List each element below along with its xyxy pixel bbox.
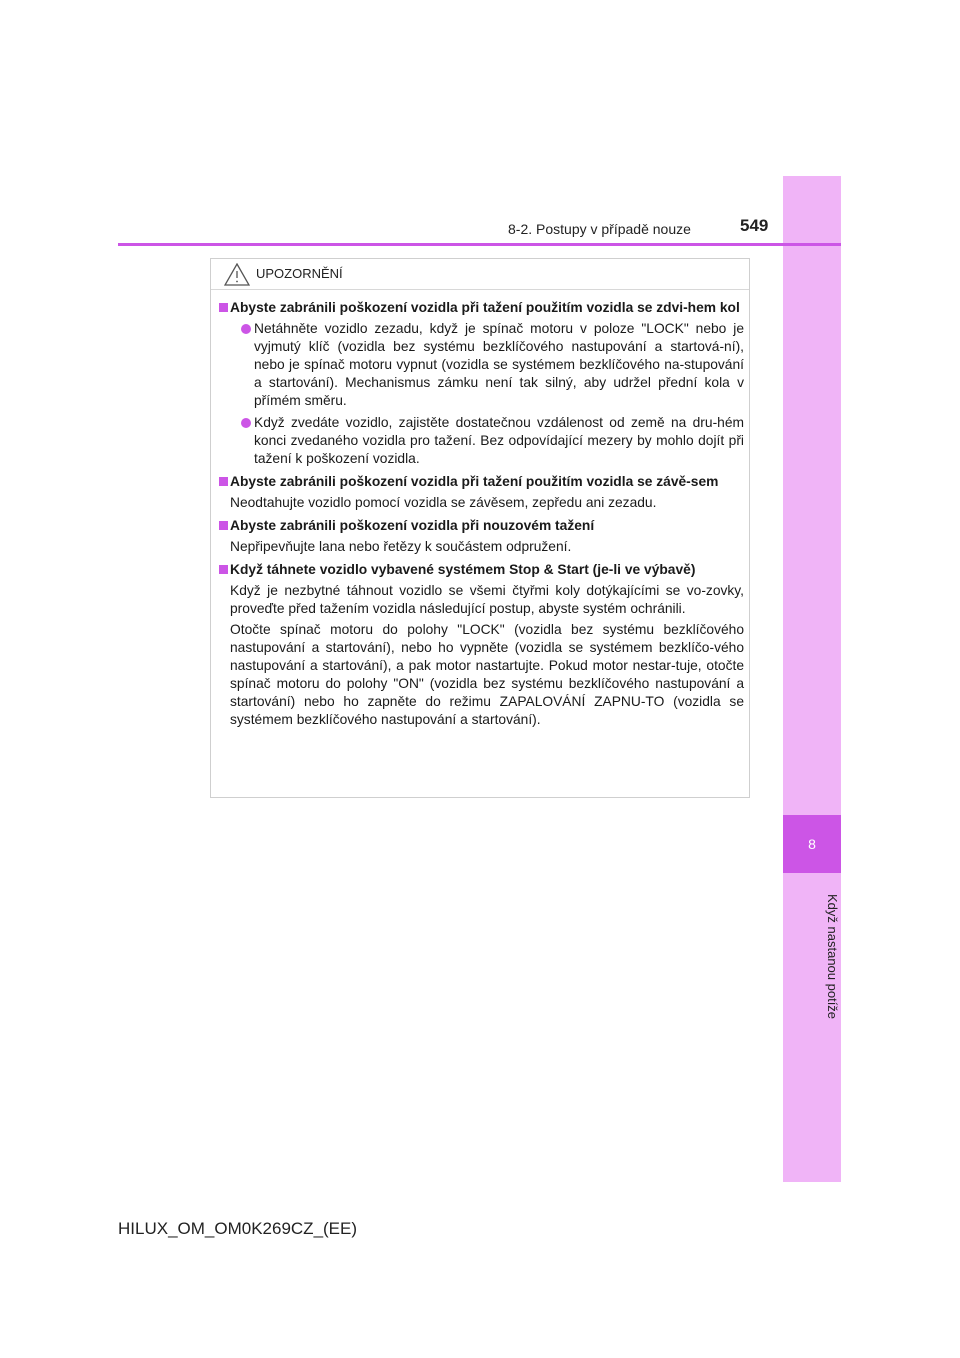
circle-bullet-icon <box>241 418 251 428</box>
warning-title: UPOZORNĚNÍ <box>256 266 343 281</box>
warning-box <box>210 258 750 798</box>
square-bullet-icon <box>219 565 228 574</box>
bullet-text: Když zvedáte vozidlo, zajistěte dostatečnou vzdálenost od země na dru-hém konci zvedaného vozidla pro tažení. Bez odpovídající mezery by mohlo dojít při tažení k poškození vozidla. <box>254 415 744 466</box>
square-bullet-icon <box>219 521 228 530</box>
item-heading: Abyste zabránili poškození vozidla při tažení použitím vozidla se závě-sem <box>230 474 719 489</box>
document-code: HILUX_OM_OM0K269CZ_(EE) <box>118 1219 358 1238</box>
item-text: Když je nezbytné táhnout vozidlo se všemi čtyřmi koly dotýkajícími se vo-zovky, proveďte před tažením vozidla následující postup, abyste systém ochránili. <box>230 583 744 616</box>
warning-item <box>219 473 744 512</box>
bullet-text: Netáhněte vozidlo zezadu, když je spínač motoru v poloze "LOCK" nebo je vyjmutý klíč (vozidla bez systému bezklíčového nastupování a startová-ní), nebo je spínač motoru vypnut (vozidla se systémem bezklíčového na-stupování a startování). Mechanismus zámku není tak silný, aby udržel přední kola v přímém směru. <box>254 321 744 408</box>
warning-item <box>219 299 744 468</box>
warning-header <box>211 259 749 290</box>
square-bullet-icon <box>219 303 228 312</box>
item-heading: Abyste zabránili poškození vozidla při tažení použitím vozidla se zdvi-hem kol <box>230 300 740 315</box>
item-text: Otočte spínač motoru do polohy "LOCK" (vozidla bez systému bezklíčového nastupování a startování), nebo ho vypněte (vozidla se systémem bezklíčo-vého nastupování a startování), a pak motor nastartujte. Pokud motor nestar-tuje, otočte spínač motoru do polohy "ON" (vozidla bez systému bezklíčového nastupování a startování) nebo ho zapněte do režimu ZAPALOVÁNÍ ZAPNU-TO (vozidla se systémem bezklíčového nastupování a startování). <box>230 622 744 727</box>
item-heading: Když táhnete vozidlo vybavené systémem Stop & Start (je-li ve výbavě) <box>230 562 696 577</box>
circle-bullet-icon <box>241 324 251 334</box>
bullet-point <box>230 414 744 468</box>
square-bullet-icon <box>219 477 228 486</box>
page-number: 549 <box>740 216 769 235</box>
chapter-number: 8 <box>783 815 841 873</box>
warning-item <box>219 561 744 729</box>
warning-triangle-icon <box>224 263 250 286</box>
item-heading: Abyste zabránili poškození vozidla při nouzovém tažení <box>230 518 595 533</box>
bullet-point <box>230 320 744 410</box>
warning-body <box>219 299 744 734</box>
item-text: Neodtahujte vozidlo pomocí vozidla se závěsem, zepředu ani zezadu. <box>230 495 657 510</box>
section-title: 8-2. Postupy v případě nouze <box>508 221 691 237</box>
item-text: Nepřipevňujte lana nebo řetězy k součástem odpružení. <box>230 539 572 554</box>
header-rule <box>118 243 841 246</box>
warning-item <box>219 517 744 556</box>
chapter-label: Když nastanou potíže <box>825 894 840 1020</box>
